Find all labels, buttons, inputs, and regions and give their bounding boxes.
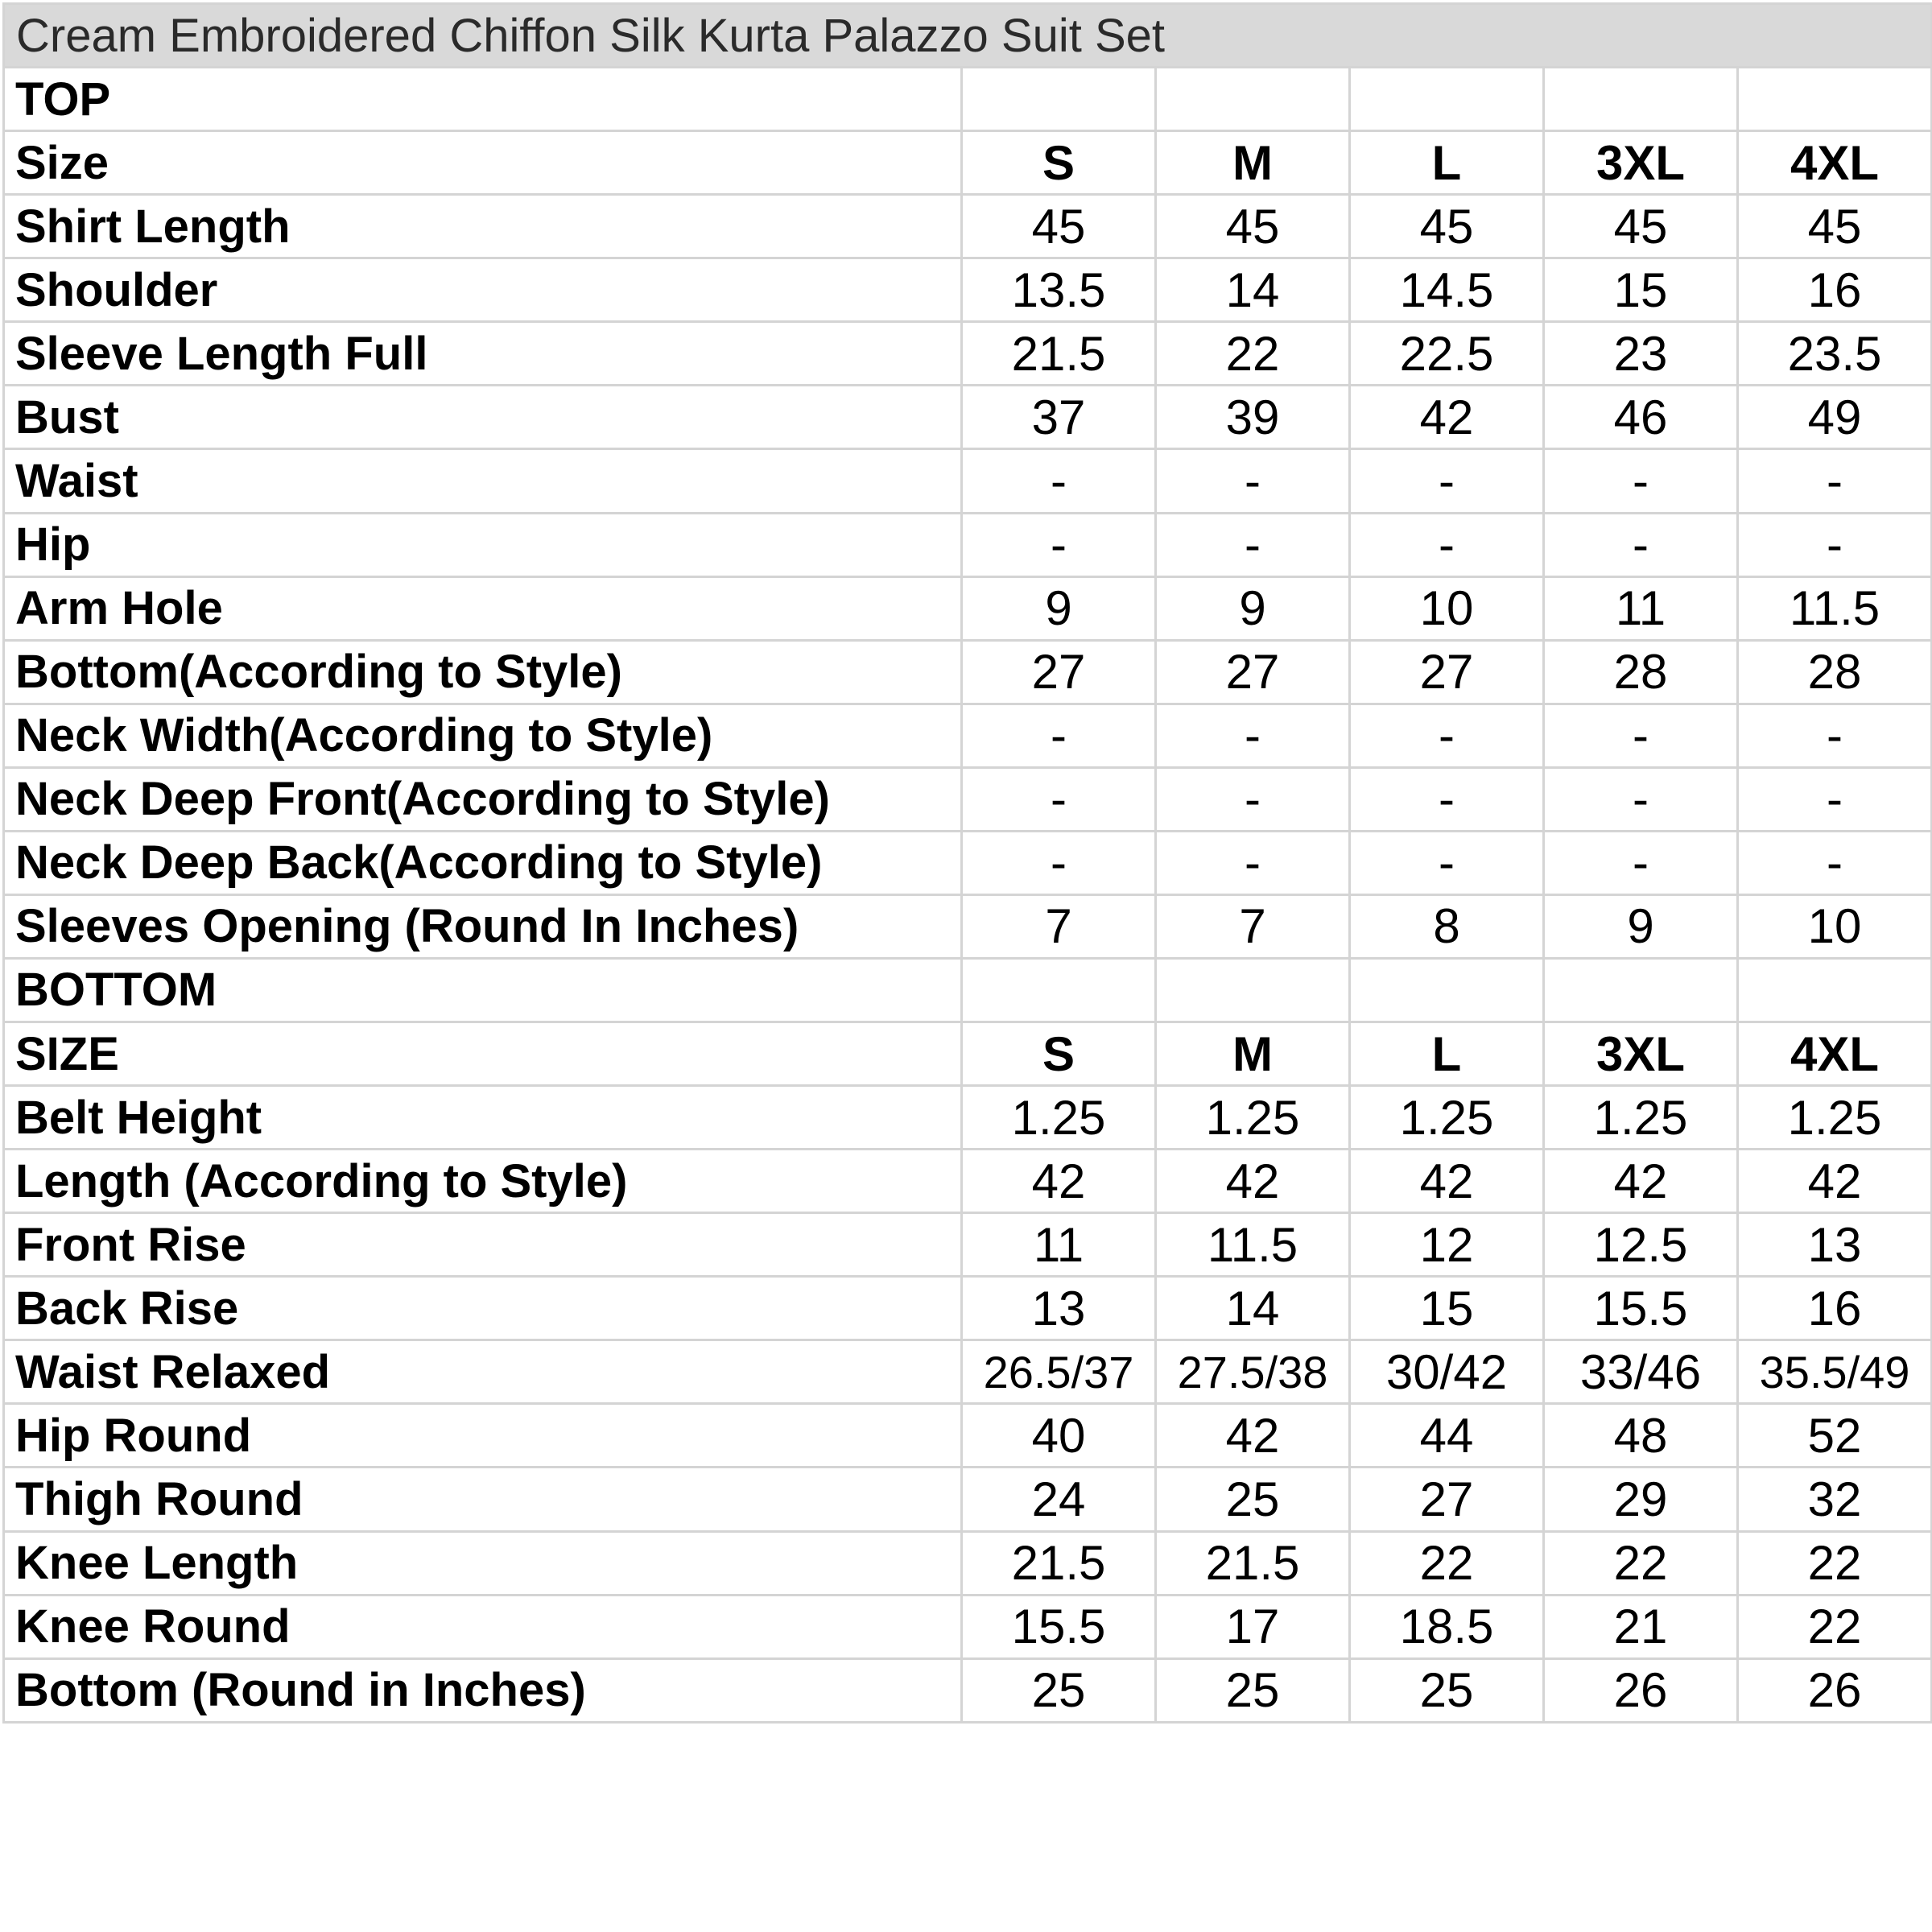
measurement-value: 9	[962, 576, 1156, 640]
measurement-value: 11.5	[1156, 1213, 1350, 1277]
measurement-value: 26	[1544, 1658, 1738, 1722]
measurement-label: Arm Hole	[4, 576, 962, 640]
measurement-value: 49	[1738, 386, 1932, 449]
empty-cell	[1738, 68, 1932, 131]
measurement-label: Thigh Round	[4, 1468, 962, 1531]
empty-cell	[1350, 68, 1544, 131]
measurement-value: 1.25	[1738, 1086, 1932, 1150]
measurement-value: 21	[1544, 1595, 1738, 1658]
measurement-value: 22	[1350, 1531, 1544, 1595]
measurement-value: 15.5	[1544, 1277, 1738, 1340]
measurement-label: Front Rise	[4, 1213, 962, 1277]
measurement-value: -	[962, 831, 1156, 894]
measurement-label: Belt Height	[4, 1086, 962, 1150]
measurement-value: 22	[1738, 1531, 1932, 1595]
measurement-label: Bust	[4, 386, 962, 449]
measurement-value: 9	[1544, 894, 1738, 958]
measurement-value: 28	[1544, 640, 1738, 704]
measurement-value: 27	[962, 640, 1156, 704]
measurement-value: 42	[1156, 1404, 1350, 1468]
measurement-value: -	[1350, 513, 1544, 576]
top-section-row	[4, 68, 1932, 131]
measurement-value: -	[1544, 513, 1738, 576]
measurement-value: 42	[1544, 1150, 1738, 1213]
measurement-value: 1.25	[962, 1086, 1156, 1150]
measurement-value: 25	[962, 1658, 1156, 1722]
measurement-label: Knee Length	[4, 1531, 962, 1595]
empty-cell	[1156, 68, 1350, 131]
measurement-value: 30/42	[1350, 1340, 1544, 1404]
measurement-value: -	[1544, 767, 1738, 831]
size-header-cell: 4XL	[1738, 1022, 1932, 1086]
measurement-value: 10	[1350, 576, 1544, 640]
measurement-value: 25	[1156, 1658, 1350, 1722]
measurement-value: -	[1156, 831, 1350, 894]
size-header-cell: M	[1156, 131, 1350, 195]
empty-cell	[1544, 68, 1738, 131]
measurement-value: 18.5	[1350, 1595, 1544, 1658]
measurement-value: -	[1738, 449, 1932, 513]
measurement-value: 13	[1738, 1213, 1932, 1277]
table-row	[4, 704, 1932, 767]
measurement-value: -	[1544, 704, 1738, 767]
measurement-label: Shoulder	[4, 258, 962, 322]
measurement-value: -	[1350, 767, 1544, 831]
measurement-value: -	[1738, 767, 1932, 831]
measurement-value: 33/46	[1544, 1340, 1738, 1404]
measurement-value: 11	[1544, 576, 1738, 640]
measurement-value: 42	[1738, 1150, 1932, 1213]
measurement-value: 1.25	[1350, 1086, 1544, 1150]
table-row	[4, 767, 1932, 831]
measurement-value: 35.5/49	[1738, 1340, 1932, 1404]
measurement-value: 21.5	[1156, 1531, 1350, 1595]
measurement-value: 17	[1156, 1595, 1350, 1658]
top-size-label: Size	[4, 131, 962, 195]
table-row	[4, 513, 1932, 576]
measurement-value: 21.5	[962, 322, 1156, 386]
measurement-value: 28	[1738, 640, 1932, 704]
measurement-value: 42	[962, 1150, 1156, 1213]
size-header-cell: 3XL	[1544, 131, 1738, 195]
measurement-value: -	[1156, 767, 1350, 831]
measurement-value: 21.5	[962, 1531, 1156, 1595]
measurement-value: 29	[1544, 1468, 1738, 1531]
measurement-value: 27	[1156, 640, 1350, 704]
measurement-value: -	[1156, 513, 1350, 576]
measurement-label: Length (According to Style)	[4, 1150, 962, 1213]
table-row	[4, 1468, 1932, 1531]
measurement-value: 45	[1350, 195, 1544, 258]
size-chart-table	[2, 2, 1932, 1724]
bottom-size-label: SIZE	[4, 1022, 962, 1086]
measurement-value: -	[1544, 831, 1738, 894]
table-row	[4, 258, 1932, 322]
table-row	[4, 831, 1932, 894]
size-header-cell: L	[1350, 1022, 1544, 1086]
size-header-cell: 3XL	[1544, 1022, 1738, 1086]
measurement-value: 39	[1156, 386, 1350, 449]
measurement-value: 16	[1738, 1277, 1932, 1340]
measurement-value: 48	[1544, 1404, 1738, 1468]
measurement-value: 23.5	[1738, 322, 1932, 386]
measurement-value: 16	[1738, 258, 1932, 322]
measurement-label: Waist	[4, 449, 962, 513]
size-header-cell: M	[1156, 1022, 1350, 1086]
measurement-label: Back Rise	[4, 1277, 962, 1340]
top-section-label: TOP	[4, 68, 962, 131]
measurement-value: 42	[1156, 1150, 1350, 1213]
measurement-label: Hip	[4, 513, 962, 576]
measurement-value: 1.25	[1156, 1086, 1350, 1150]
measurement-value: 12.5	[1544, 1213, 1738, 1277]
measurement-value: 7	[962, 894, 1156, 958]
measurement-value: 7	[1156, 894, 1350, 958]
table-row	[4, 1531, 1932, 1595]
table-row	[4, 386, 1932, 449]
table-row	[4, 576, 1932, 640]
bottom-size-header-row	[4, 1022, 1932, 1086]
measurement-value: 10	[1738, 894, 1932, 958]
empty-cell	[1544, 958, 1738, 1022]
measurement-value: 37	[962, 386, 1156, 449]
table-row	[4, 1595, 1932, 1658]
measurement-value: 45	[1738, 195, 1932, 258]
title-row	[4, 4, 1932, 68]
measurement-value: 22	[1544, 1531, 1738, 1595]
top-size-header-row	[4, 131, 1932, 195]
measurement-value: -	[1738, 831, 1932, 894]
measurement-label: Neck Width(According to Style)	[4, 704, 962, 767]
table-row	[4, 195, 1932, 258]
measurement-label: Knee Round	[4, 1595, 962, 1658]
measurement-value: 14.5	[1350, 258, 1544, 322]
measurement-label: Bottom (Round in Inches)	[4, 1658, 962, 1722]
measurement-value: 25	[1156, 1468, 1350, 1531]
size-header-cell: L	[1350, 131, 1544, 195]
measurement-value: 45	[962, 195, 1156, 258]
measurement-value: 25	[1350, 1658, 1544, 1722]
measurement-value: 14	[1156, 1277, 1350, 1340]
table-row	[4, 1213, 1932, 1277]
measurement-value: 9	[1156, 576, 1350, 640]
measurement-value: 22	[1738, 1595, 1932, 1658]
measurement-value: 32	[1738, 1468, 1932, 1531]
table-row	[4, 449, 1932, 513]
measurement-value: -	[1350, 449, 1544, 513]
measurement-value: 11	[962, 1213, 1156, 1277]
empty-cell	[1156, 958, 1350, 1022]
measurement-value: 22	[1156, 322, 1350, 386]
bottom-section-label: BOTTOM	[4, 958, 962, 1022]
measurement-value: 26	[1738, 1658, 1932, 1722]
empty-cell	[1738, 958, 1932, 1022]
empty-cell	[1350, 958, 1544, 1022]
measurement-value: 15.5	[962, 1595, 1156, 1658]
measurement-value: 13.5	[962, 258, 1156, 322]
table-row	[4, 1340, 1932, 1404]
measurement-value: 40	[962, 1404, 1156, 1468]
measurement-value: -	[962, 704, 1156, 767]
measurement-value: -	[962, 767, 1156, 831]
bottom-section-row	[4, 958, 1932, 1022]
table-row	[4, 1658, 1932, 1722]
measurement-value: 42	[1350, 1150, 1544, 1213]
measurement-value: 22.5	[1350, 322, 1544, 386]
measurement-value: 27	[1350, 1468, 1544, 1531]
measurement-value: 23	[1544, 322, 1738, 386]
table-row	[4, 894, 1932, 958]
measurement-value: 27	[1350, 640, 1544, 704]
measurement-value: 15	[1544, 258, 1738, 322]
measurement-label: Neck Deep Back(According to Style)	[4, 831, 962, 894]
measurement-value: 12	[1350, 1213, 1544, 1277]
table-row	[4, 640, 1932, 704]
table-row	[4, 1277, 1932, 1340]
measurement-value: 8	[1350, 894, 1544, 958]
measurement-label: Shirt Length	[4, 195, 962, 258]
measurement-value: -	[1738, 704, 1932, 767]
measurement-label: Waist Relaxed	[4, 1340, 962, 1404]
measurement-value: 11.5	[1738, 576, 1932, 640]
measurement-label: Hip Round	[4, 1404, 962, 1468]
measurement-value: 45	[1544, 195, 1738, 258]
measurement-value: -	[962, 513, 1156, 576]
measurement-value: 14	[1156, 258, 1350, 322]
measurement-value: 1.25	[1544, 1086, 1738, 1150]
measurement-label: Bottom(According to Style)	[4, 640, 962, 704]
measurement-value: -	[1544, 449, 1738, 513]
table-row	[4, 1404, 1932, 1468]
size-header-cell: 4XL	[1738, 131, 1932, 195]
measurement-value: -	[1350, 704, 1544, 767]
empty-cell	[962, 958, 1156, 1022]
size-header-cell: S	[962, 1022, 1156, 1086]
table-row	[4, 322, 1932, 386]
measurement-value: -	[1350, 831, 1544, 894]
measurement-value: 45	[1156, 195, 1350, 258]
table-row	[4, 1150, 1932, 1213]
empty-cell	[962, 68, 1156, 131]
measurement-value: 46	[1544, 386, 1738, 449]
table-row	[4, 1086, 1932, 1150]
measurement-label: Sleeve Length Full	[4, 322, 962, 386]
measurement-value: 15	[1350, 1277, 1544, 1340]
measurement-label: Sleeves Opening (Round In Inches)	[4, 894, 962, 958]
measurement-value: 24	[962, 1468, 1156, 1531]
measurement-label: Neck Deep Front(According to Style)	[4, 767, 962, 831]
measurement-value: 42	[1350, 386, 1544, 449]
measurement-value: 44	[1350, 1404, 1544, 1468]
chart-title: Cream Embroidered Chiffon Silk Kurta Palazzo Suit Set	[4, 4, 1932, 68]
measurement-value: -	[1156, 704, 1350, 767]
measurement-value: -	[1156, 449, 1350, 513]
measurement-value: 13	[962, 1277, 1156, 1340]
measurement-value: -	[962, 449, 1156, 513]
measurement-value: -	[1738, 513, 1932, 576]
measurement-value: 52	[1738, 1404, 1932, 1468]
measurement-value: 26.5/37	[962, 1340, 1156, 1404]
size-header-cell: S	[962, 131, 1156, 195]
measurement-value: 27.5/38	[1156, 1340, 1350, 1404]
